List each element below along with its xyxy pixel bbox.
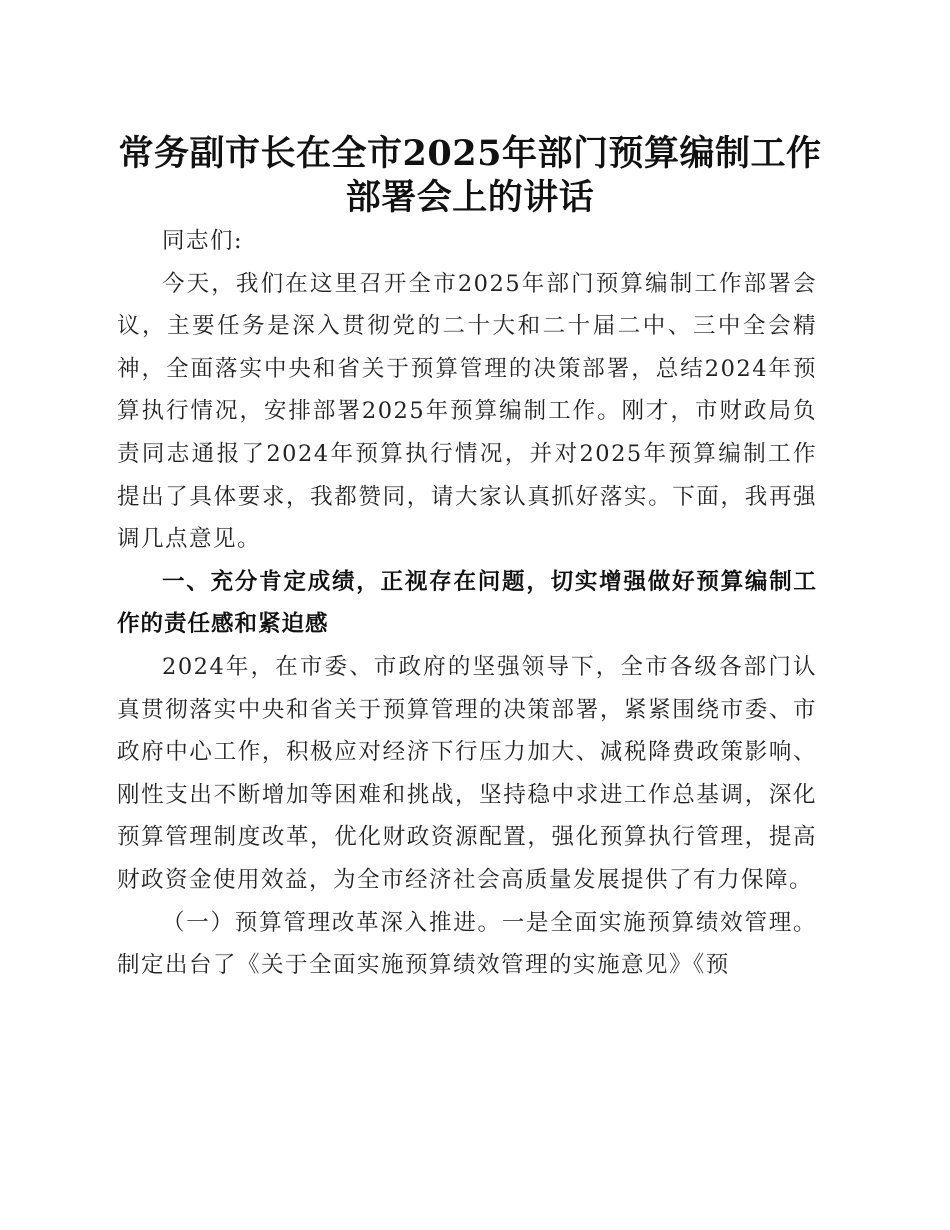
section-heading-1: 一、充分肯定成绩，正视存在问题，切实增强做好预算编制工作的责任感和紧迫感 [117, 568, 817, 638]
document-title: 常务副市长在全市2025年部门预算编制工作部署会上的讲话 [118, 133, 822, 218]
intro-paragraph: 今天，我们在这里召开全市2025年部门预算编制工作部署会议，主要任务是深入贯彻党的二十大和二十届二中、三中全会精神，全面落实中央和省关于预算管理的决策部署，总结2024年预算执行情况，安排部署2025年预算编制工作。刚才，市财政局负责同志通报了2024年预算执行情况，并对2025年预算编制工作提出了具体要求，我都赞同，请大家认真抓好落实。下面，我再强调几点意见。 [117, 270, 817, 553]
document-body [117, 220, 817, 987]
salutation: 同志们: [162, 228, 244, 254]
section1-paragraph-2: （一）预算管理改革深入推进。一是全面实施预算绩效管理。制定出台了《关于全面实施预算绩效管理的实施意见》《预 [117, 909, 817, 979]
section1-paragraph-1: 2024年，在市委、市政府的坚强领导下，全市各级各部门认真贯彻落实中央和省关于预算管理的决策部署，紧紧围绕市委、市政府中心工作，积极应对经济下行压力加大、减税降费政策影响、刚性支出不断增加等困难和挑战，坚持稳中求进工作总基调，深化预算管理制度改革，优化财政资源配置，强化预算执行管理，提高财政资金使用效益，为全市经济社会高质量发展提供了有力保障。 [117, 653, 817, 893]
